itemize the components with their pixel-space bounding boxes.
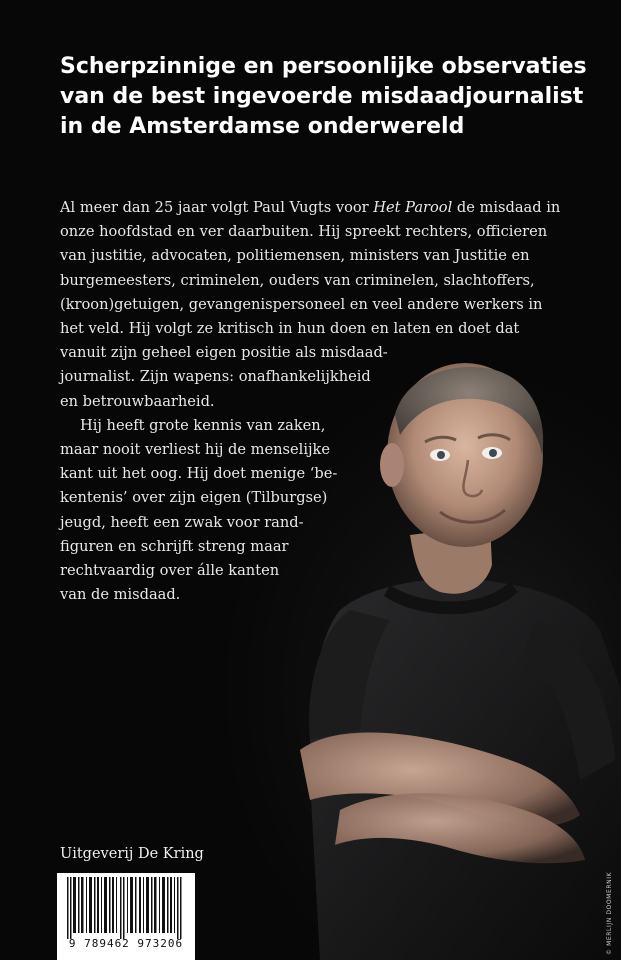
blurb: [60, 196, 560, 607]
blurb-line-2: onze hoofdstad en ver daarbuiten. Hij spreekt rechters, officieren: [60, 223, 548, 241]
isbn-number: 9 789462 973206: [68, 937, 184, 950]
photo-credit: © MERLIJN DOOMERNIK: [606, 871, 613, 955]
isbn-barcode: [57, 873, 195, 960]
blurb-line-7: vanuit zijn geheel eigen positie als misdaad-: [60, 344, 388, 362]
blurb-line-9: en betrouwbaarheid.: [60, 392, 215, 410]
headline: [60, 52, 587, 142]
blurb-line-5: (kroon)getuigen, gevangenispersoneel en veel andere werkers in: [60, 295, 543, 313]
blurb-line-14: jeugd, heeft een zwak voor rand-: [60, 513, 304, 531]
headline-line-3: in de Amsterdamse onderwereld: [60, 114, 465, 139]
blurb-line-12: kant uit het oog. Hij doet menige ‘be-: [60, 465, 338, 483]
blurb-line-1: Al meer dan 25 jaar volgt Paul Vugts voor Het Parool de misdaad in: [60, 199, 561, 216]
blurb-line-3: van justitie, advocaten, politiemensen, ministers van Justitie en: [60, 247, 530, 265]
blurb-line-11: maar nooit verliest hij de menselijke: [60, 441, 331, 459]
blurb-line-16: rechtvaardig over álle kanten: [60, 562, 280, 580]
blurb-line-8: journalist. Zijn wapens: onafhankelijkheid: [60, 368, 371, 386]
newspaper-title: Het Parool: [373, 199, 453, 216]
publisher-name: Uitgeverij De Kring: [60, 846, 204, 862]
headline-line-1: Scherpzinnige en persoonlijke observaties: [60, 54, 587, 79]
headline-line-2: van de best ingevoerde misdaadjournalist: [60, 84, 584, 109]
blurb-line-17: van de misdaad.: [60, 586, 181, 604]
blurb-line-13: kentenis’ over zijn eigen (Tilburgse): [60, 489, 328, 507]
blurb-line-6: het veld. Hij volgt ze kritisch in hun doen en laten en doet dat: [60, 320, 520, 338]
barcode-icon: [61, 877, 191, 939]
blurb-line-10: Hij heeft grote kennis van zaken,: [80, 416, 326, 434]
blurb-line-4: burgemeesters, criminelen, ouders van criminelen, slachtoffers,: [60, 271, 535, 289]
blurb-line-15: figuren en schrijft streng maar: [60, 537, 289, 555]
